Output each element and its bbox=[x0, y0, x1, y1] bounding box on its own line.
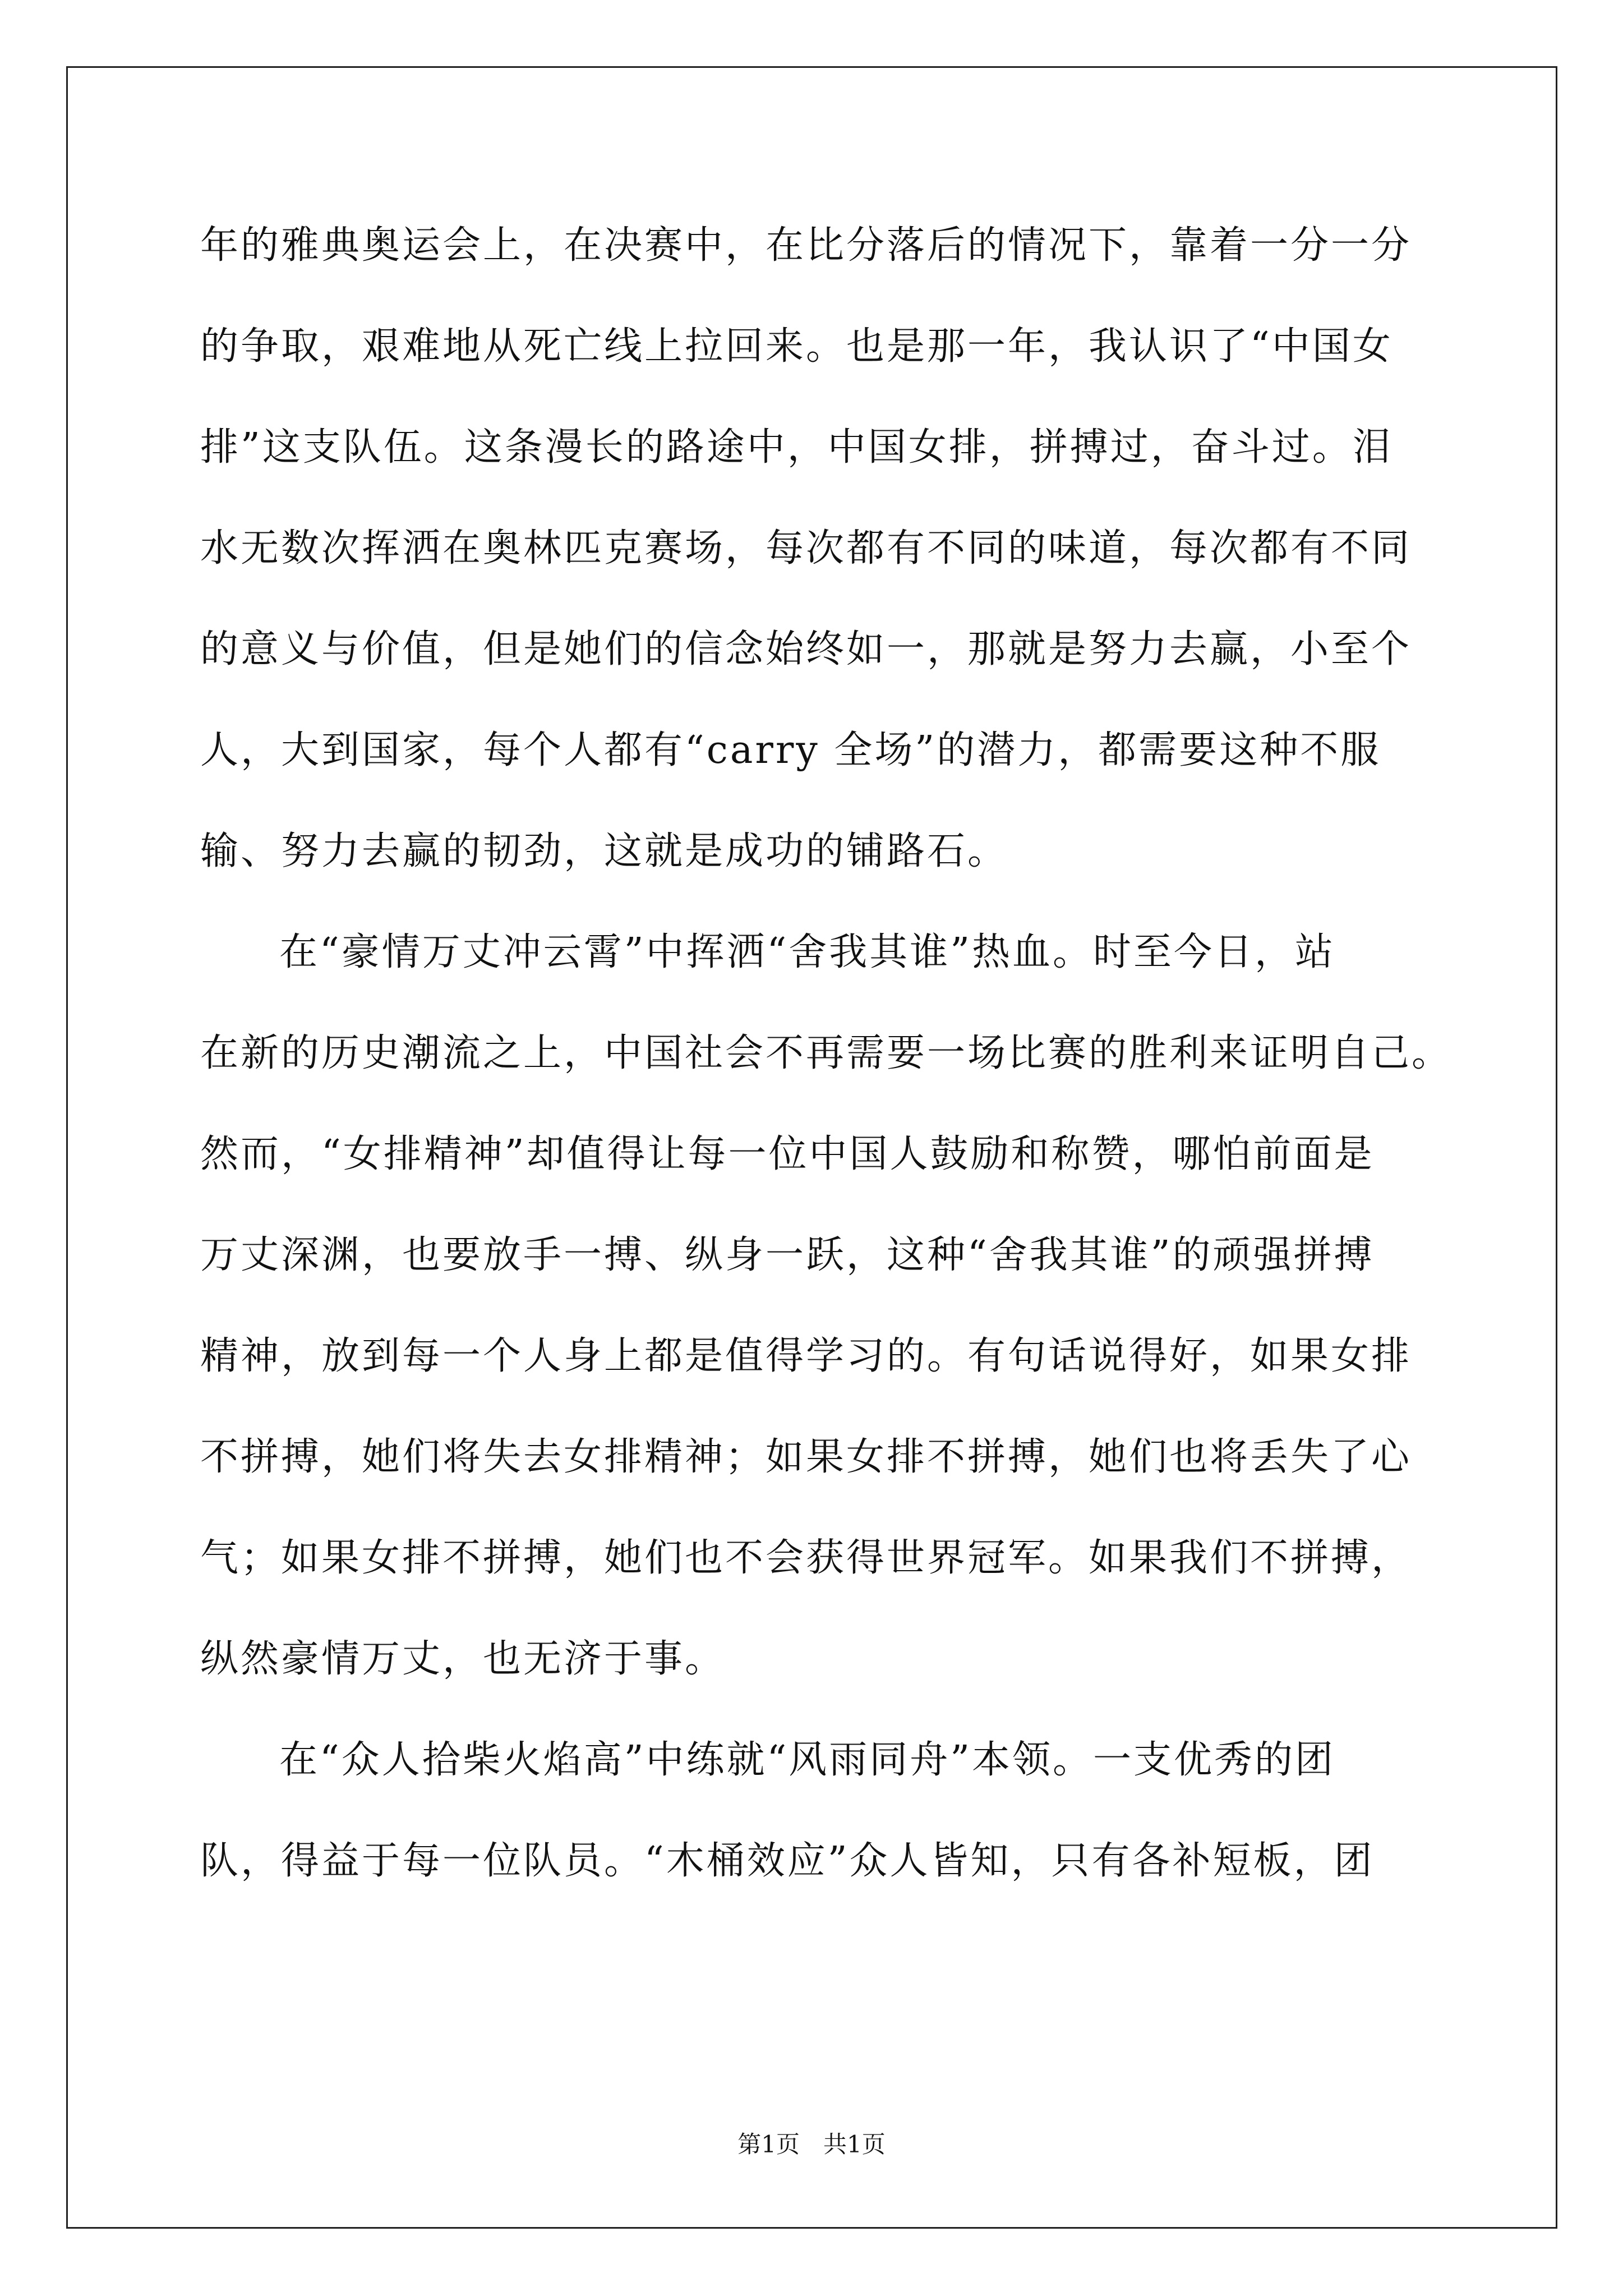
body-line-13: 不拼搏，她们将失去女排精神；如果女排不拼搏，她们也将丢失了心 bbox=[200, 1435, 1412, 1479]
page-number-footer: 第1页 共1页 bbox=[737, 2131, 886, 2158]
body-line-12: 精神，放到每一个人身上都是值得学习的。有句话说得好，如果女排 bbox=[200, 1334, 1412, 1378]
body-line-9: 在新的历史潮流之上，中国社会不再需要一场比赛的胜利来证明自己。 bbox=[200, 1031, 1453, 1075]
body-line-5: 的意义与价值，但是她们的信念始终如一，那就是努力去赢，小至个 bbox=[200, 627, 1412, 671]
body-line-4: 水无数次挥洒在奥林匹克赛场，每次都有不同的味道，每次都有不同 bbox=[200, 526, 1412, 570]
body-line-6: 人，大到国家，每个人都有“carry 全场”的潜力，都需要这种不服 bbox=[200, 728, 1381, 772]
body-line-14: 气；如果女排不拼搏，她们也不会获得世界冠军。如果我们不拼搏， bbox=[200, 1536, 1412, 1580]
body-line-16: 在“众人拾柴火焰高”中练就“风雨同舟”本领。一支优秀的团 bbox=[279, 1738, 1336, 1782]
body-line-8: 在“豪情万丈冲云霄”中挥洒“舍我其谁”热血。时至今日，站 bbox=[279, 930, 1336, 974]
body-line-2: 的争取，艰难地从死亡线上拉回来。也是那一年，我认识了“中国女 bbox=[200, 324, 1393, 369]
body-line-7: 输、努力去赢的韧劲，这就是成功的铺路石。 bbox=[200, 829, 1008, 873]
body-line-11: 万丈深渊，也要放手一搏、纵身一跃，这种“舍我其谁”的顽强拼搏 bbox=[200, 1233, 1375, 1277]
body-line-17: 队，得益于每一位队员。“木桶效应”众人皆知，只有各补短板，团 bbox=[200, 1839, 1375, 1883]
body-line-10: 然而，“女排精神”却值得让每一位中国人鼓励和称赞，哪怕前面是 bbox=[200, 1132, 1375, 1176]
body-line-3: 排”这支队伍。这条漫长的路途中，中国女排，拼搏过，奋斗过。泪 bbox=[200, 425, 1393, 470]
body-line-1: 年的雅典奥运会上，在决赛中，在比分落后的情况下，靠着一分一分 bbox=[200, 223, 1412, 268]
body-line-15: 纵然豪情万丈，也无济于事。 bbox=[200, 1637, 726, 1681]
